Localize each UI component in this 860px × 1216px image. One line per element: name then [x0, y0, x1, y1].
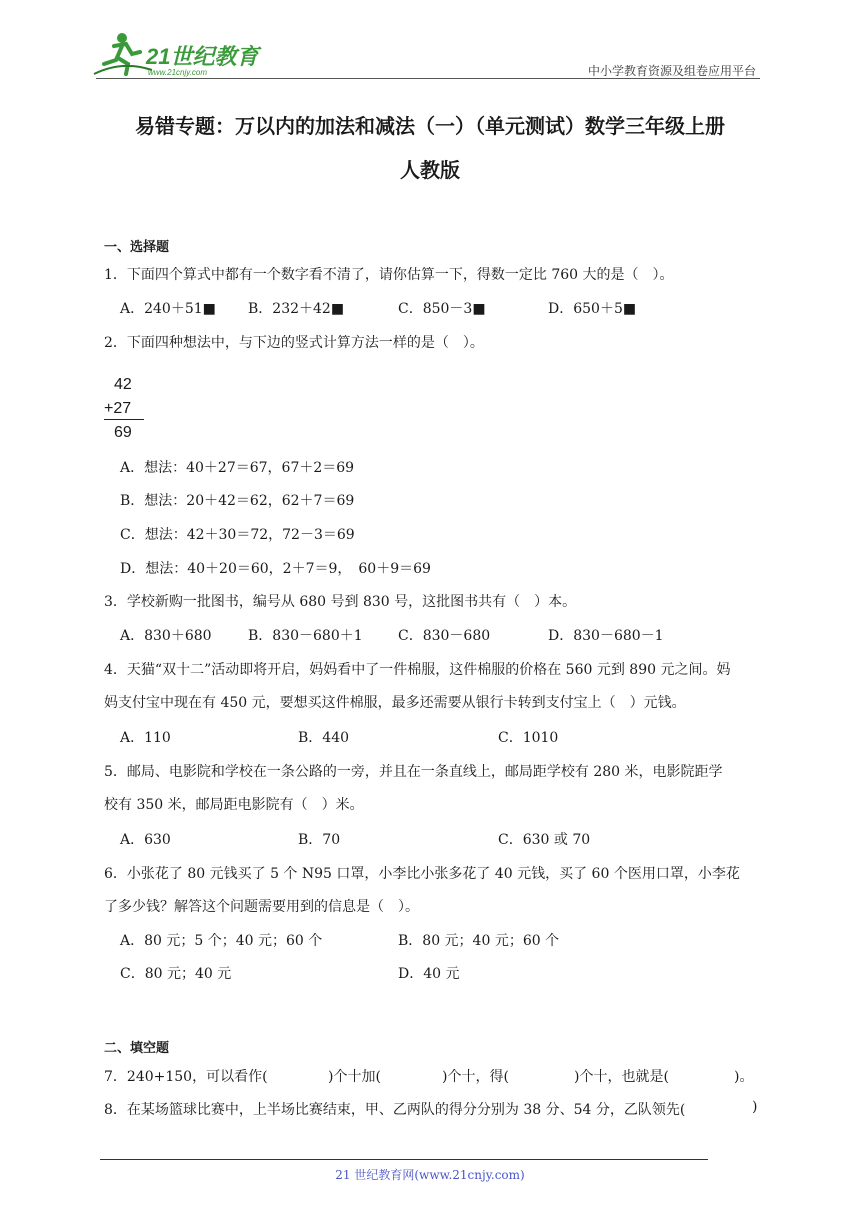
question-7-part1: 7．240+150，可以看作(: [104, 1069, 268, 1085]
question-1-stem: 1．下面四个算式中都有一个数字看不清了，请你估算一下，得数一定比 760 大的是（ ）。: [104, 267, 674, 283]
question-1-option-a: A．240＋51■: [120, 301, 216, 317]
question-6-option-d: D．40 元: [398, 966, 460, 982]
question-3-option-c: C．830－680: [398, 628, 491, 644]
logo-url: www.21cnjy.com: [148, 68, 207, 77]
question-1-option-b: B．232＋42■: [248, 301, 345, 317]
question-5-option-b: B．70: [298, 832, 341, 848]
question-3-option-d: D．830－680－1: [548, 628, 664, 644]
question-3-option-a: A．830＋680: [120, 628, 212, 644]
vertical-sum-line: [104, 419, 144, 420]
footer-site-link[interactable]: 21 世纪教育网(www.21cnjy.com): [335, 1168, 525, 1182]
header-divider: [96, 78, 760, 79]
question-5-stem-line2: 校有 350 米，邮局距电影院有（ ）米。: [104, 797, 364, 813]
question-2-option-d: D．想法：40＋20＝60，2＋7＝9， 60＋9＝69: [120, 561, 431, 577]
question-7-part4: )个十，也就是(: [574, 1069, 669, 1085]
runner-logo-icon: [94, 33, 152, 74]
site-logo: [92, 30, 262, 80]
logo-text: 21世纪教育: [146, 44, 259, 69]
question-4-option-b: B．440: [298, 730, 350, 746]
section-heading-choice: 一、选择题: [104, 240, 170, 255]
question-6-stem-line2: 了多少钱？解答这个问题需要用到的信息是（ ）。: [104, 899, 419, 915]
page-title-line1: 易错专题：万以内的加法和减法（一）（单元测试）数学三年级上册: [135, 114, 725, 138]
question-8-blank-close: ): [752, 1099, 758, 1115]
question-5-option-c: C．630 或 70: [498, 832, 591, 848]
question-6-option-a: A．80 元；5 个；40 元；60 个: [120, 933, 323, 949]
question-2-option-c: C．想法：42＋30＝72，72－3＝69: [120, 527, 355, 543]
question-3-stem: 3．学校新购一批图书，编号从 680 号到 830 号，这批图书共有（ ）本。: [104, 594, 577, 610]
question-1-option-d: D．650＋5■: [548, 301, 637, 317]
platform-name: 中小学教育资源及组卷应用平台: [587, 64, 756, 78]
question-6-option-b: B．80 元；40 元；60 个: [398, 933, 560, 949]
vertical-top-number: 42: [114, 376, 132, 393]
question-2-option-b: B．想法：20＋42＝62，62＋7＝69: [120, 493, 355, 509]
question-7-part5: )。: [734, 1069, 754, 1085]
question-1-option-c: C．850－3■: [398, 301, 486, 317]
question-6-stem-line1: 6．小张花了 80 元钱买了 5 个 N95 口罩，小李比小张多花了 40 元钱，买了 60 个医用口罩，小李花: [104, 866, 740, 882]
question-2-stem: 2．下面四种想法中，与下边的竖式计算方法一样的是（ ）。: [104, 335, 484, 351]
question-4-option-a: A．110: [120, 730, 171, 746]
vertical-addition-figure: [104, 376, 154, 444]
section-heading-fill-in: 二、填空题: [104, 1041, 170, 1056]
footer-divider: [100, 1159, 708, 1160]
vertical-result: 69: [114, 424, 132, 441]
question-4-stem-line1: 4．天猫“双十二”活动即将开启，妈妈看中了一件棉服，这件棉服的价格在 560 元到 890 元之间。妈: [104, 662, 731, 678]
question-6-option-c: C．80 元；40 元: [120, 966, 232, 982]
vertical-added-number: +27: [104, 400, 132, 417]
question-3-option-b: B．830－680＋1: [248, 628, 363, 644]
question-7-part3: )个十，得(: [442, 1069, 509, 1085]
question-2-option-a: A．想法：40＋27＝67，67＋2＝69: [120, 460, 355, 476]
question-5-stem-line1: 5．邮局、电影院和学校在一条公路的一旁，并且在一条直线上，邮局距学校有 280 米，电影院距学: [104, 764, 723, 780]
question-4-option-c: C．1010: [498, 730, 559, 746]
question-8-stem: 8．在某场篮球比赛中，上半场比赛结束，甲、乙两队的得分分别为 38 分、54 分，乙队领先(: [104, 1102, 686, 1118]
question-4-stem-line2: 妈支付宝中现在有 450 元，要想买这件棉服，最多还需要从银行卡转到支付宝上（ ）元钱。: [104, 695, 686, 711]
question-7-part2: )个十加(: [328, 1069, 381, 1085]
question-5-option-a: A．630: [120, 832, 171, 848]
page-title-line2: 人教版: [400, 158, 460, 182]
